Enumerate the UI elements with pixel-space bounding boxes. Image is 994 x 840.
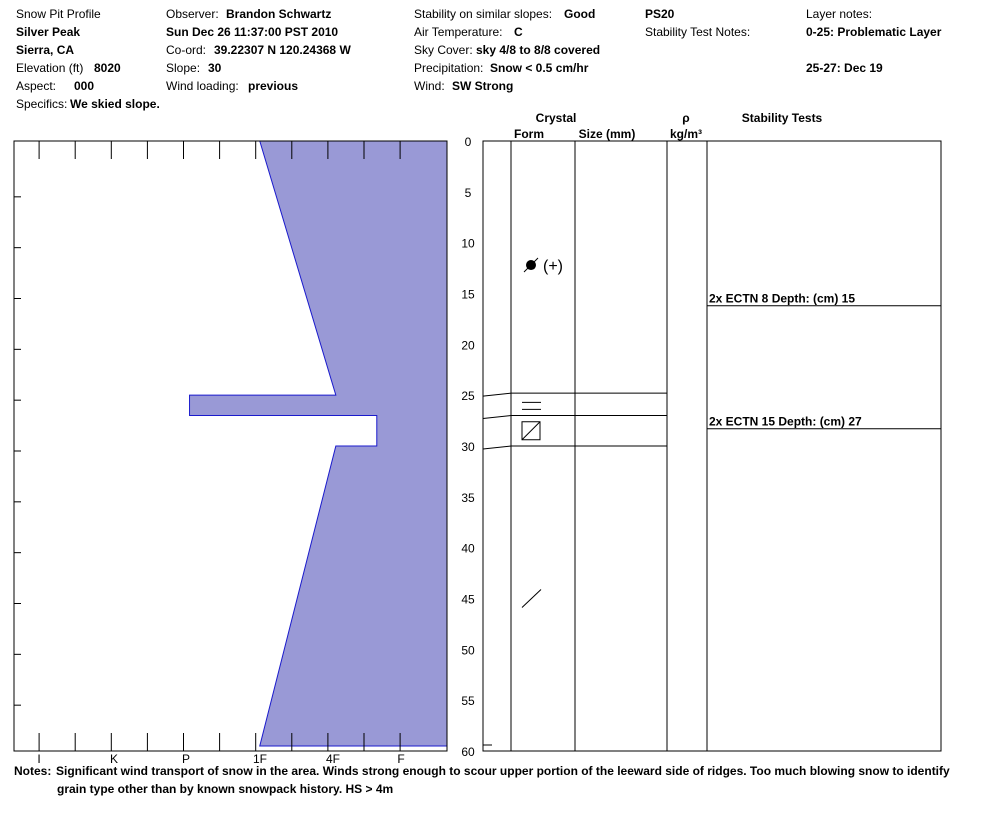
- crystal-form-symbol: [522, 402, 541, 409]
- layer-boundary-connector: [483, 393, 511, 396]
- decomposing-icon: [522, 590, 541, 608]
- header-value: Brandon Schwartz: [226, 7, 332, 21]
- hardness-tick-label: P: [181, 752, 191, 766]
- header-label: Elevation (ft): [16, 61, 84, 75]
- header-label: Stability on similar slopes:: [414, 7, 553, 21]
- depth-tick-label: 0: [464, 135, 472, 149]
- header-label: Aspect:: [16, 79, 57, 93]
- header-value: 30: [208, 61, 222, 75]
- header-value: PS20: [645, 7, 675, 21]
- header-value: Sun Dec 26 11:37:00 PST 2010: [166, 25, 339, 39]
- hardness-tick-label: K: [109, 752, 119, 766]
- header-label: Wind:: [414, 79, 445, 93]
- header-label: Slope:: [166, 61, 201, 75]
- header-value: 0-25: Problematic Layer: [806, 25, 942, 39]
- header-label: Co-ord:: [166, 43, 207, 57]
- stability-test-label: 2x ECTN 15 Depth: (cm) 27: [709, 414, 862, 429]
- header-label: Layer notes:: [806, 7, 873, 21]
- hardness-plot: [14, 141, 447, 766]
- hardness-tick-label: 4F: [325, 752, 341, 766]
- depth-tick-label: 25: [461, 389, 475, 404]
- header-label: Sierra, CA: [16, 43, 75, 57]
- header-value: previous: [248, 79, 299, 93]
- header-value: sky 4/8 to 8/8 covered: [476, 43, 601, 57]
- crystal-header: Crystal: [535, 111, 577, 125]
- header-value: 8020: [94, 61, 121, 75]
- header-value: 39.22307 N 120.24368 W: [214, 43, 351, 57]
- header-label: Air Temperature:: [414, 25, 503, 39]
- header-value: Snow < 0.5 cm/hr: [490, 61, 589, 75]
- depth-tick-label: 45: [461, 592, 475, 607]
- notes-line-1: Significant wind transport of snow in the area. Winds strong enough to scour upper portion of the leeward side of ridges. Too much blowing snow to identify: [56, 764, 950, 778]
- facet-diagonal: [522, 422, 540, 440]
- depth-tick-label: 20: [461, 338, 475, 353]
- crystal-form-symbol: [522, 422, 540, 440]
- form-header: Form: [514, 127, 544, 141]
- header-value: SW Strong: [452, 79, 514, 93]
- header-label: Specifics:: [16, 97, 68, 111]
- header-value: 25-27: Dec 19: [806, 61, 883, 75]
- layer-boundary-connector: [483, 446, 511, 449]
- layer-table: [483, 111, 941, 751]
- hardness-profile-area: [190, 141, 447, 746]
- notes-line-2: grain type other than by known snowpack history. HS > 4m: [57, 782, 394, 796]
- header-value: We skied slope.: [70, 97, 160, 111]
- depth-tick-label: 10: [461, 236, 475, 251]
- depth-tick-label: 60: [461, 745, 475, 759]
- rimed-icon: (+): [543, 258, 563, 276]
- header-label: Wind loading:: [166, 79, 239, 93]
- stability-tests-header: Stability Tests: [741, 111, 823, 125]
- header-value: 000: [74, 79, 95, 93]
- header-value: C: [514, 25, 523, 39]
- rho-header: ρ: [682, 111, 690, 125]
- header-label: Sky Cover:: [414, 43, 473, 57]
- depth-axis: [461, 135, 475, 759]
- header-label: Observer:: [166, 7, 219, 21]
- depth-tick-label: 40: [461, 541, 475, 556]
- depth-tick-label: 55: [461, 694, 475, 709]
- header-label: Silver Peak: [16, 25, 81, 39]
- depth-tick-label: 50: [461, 643, 475, 658]
- depth-tick-label: 15: [461, 287, 475, 302]
- depth-tick-label: 30: [461, 440, 475, 454]
- notes-label: Notes:: [14, 764, 52, 778]
- hardness-tick-label: F: [397, 752, 405, 766]
- stability-test-label: 2x ECTN 8 Depth: (cm) 15: [709, 291, 856, 306]
- hardness-tick-label: 1F: [252, 752, 268, 766]
- depth-tick-label: 35: [461, 490, 475, 505]
- density-unit-header: kg/m³: [669, 127, 703, 141]
- header-value: Good: [564, 7, 596, 21]
- header-label: Stability Test Notes:: [645, 25, 751, 39]
- crystal-form-symbol: [524, 258, 563, 275]
- depth-tick-label: 5: [464, 185, 472, 200]
- hardness-tick-label: I: [37, 752, 41, 766]
- header-label: Precipitation:: [414, 61, 484, 75]
- crystal-form-symbol: [522, 590, 541, 608]
- layer-boundary-connector: [483, 416, 511, 419]
- size-header: Size (mm): [578, 127, 636, 141]
- header-label: Snow Pit Profile: [16, 7, 101, 21]
